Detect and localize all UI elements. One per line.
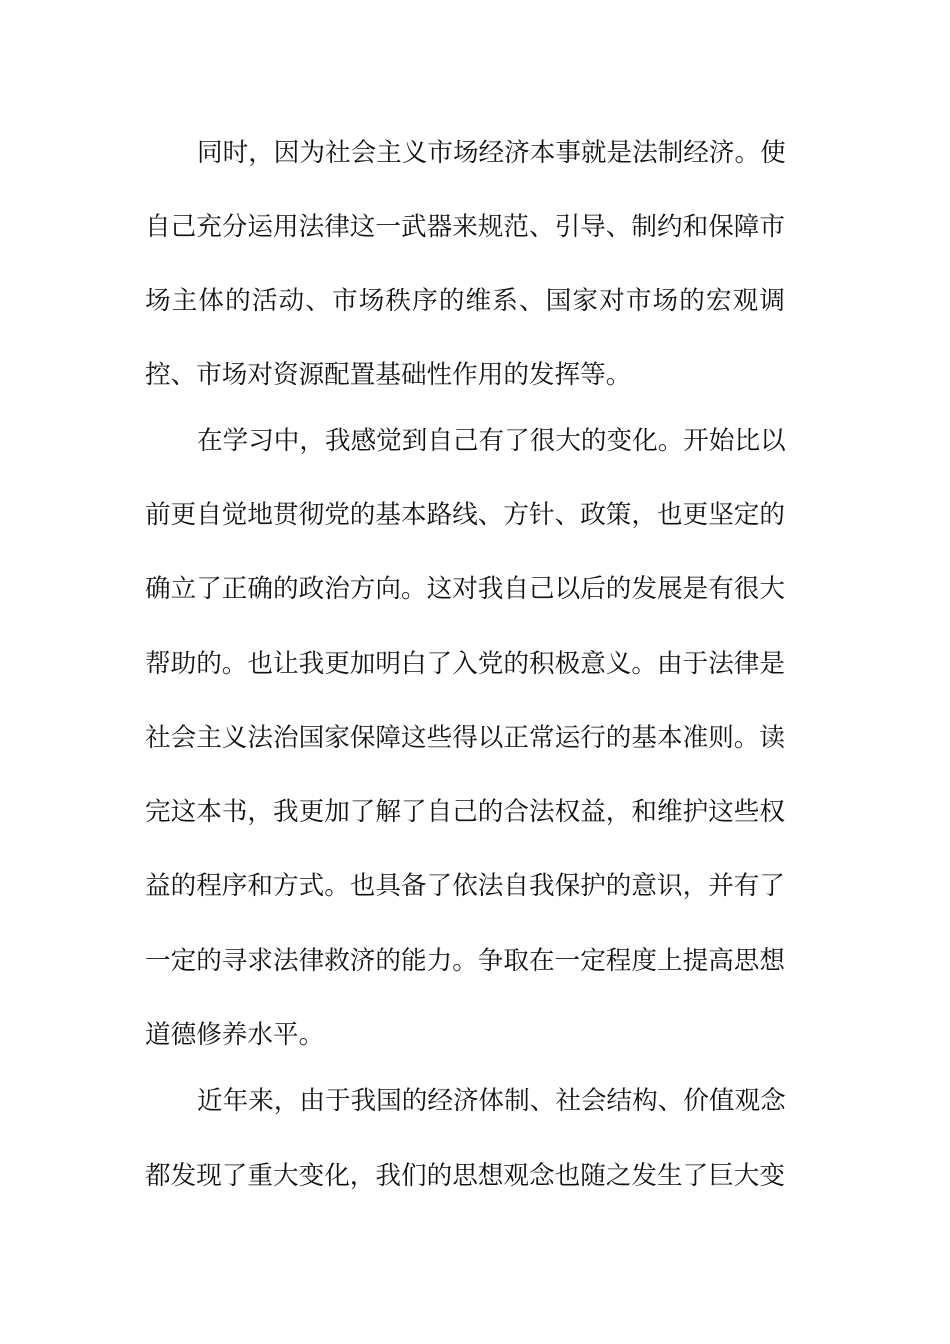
paragraph-2-line-9: 道德修养水平。 <box>145 1020 325 1050</box>
paragraph-2-line-8: 一定的寻求法律救济的能力。争取在一定程度上提高思想 <box>145 946 785 976</box>
paragraph-1-line-4: 控、市场对资源配置基础性作用的发挥等。 <box>145 360 632 390</box>
paragraph-2-line-2: 前更自觉地贯彻党的基本路线、方针、政策，也更坚定的 <box>145 500 785 530</box>
paragraph-1-line-3: 场主体的活动、市场秩序的维系、国家对市场的宏观调 <box>145 286 785 316</box>
paragraph-2-line-1: 在学习中，我感觉到自己有了很大的变化。开始比以 <box>197 426 786 456</box>
paragraph-2-line-5: 社会主义法治国家保障这些得以正常运行的基本准则。读 <box>145 723 785 753</box>
paragraph-3-line-2: 都发现了重大变化，我们的思想观念也随之发生了巨大变 <box>145 1161 785 1191</box>
paragraph-2-line-4: 帮助的。也让我更加明白了入党的积极意义。由于法律是 <box>145 649 785 679</box>
paragraph-2-line-3: 确立了正确的政治方向。这对我自己以后的发展是有很大 <box>145 574 785 604</box>
paragraph-1-line-1: 同时，因为社会主义市场经济本事就是法制经济。使 <box>197 138 786 168</box>
paragraph-2-line-7: 益的程序和方式。也具备了依法自我保护的意识，并有了 <box>145 871 785 901</box>
paragraph-2-line-6: 完这本书，我更加了解了自己的合法权益，和维护这些权 <box>145 797 785 827</box>
paragraph-3-line-1: 近年来，由于我国的经济体制、社会结构、价值观念 <box>197 1086 786 1116</box>
paragraph-1-line-2: 自己充分运用法律这一武器来规范、引导、制约和保障市 <box>145 212 785 242</box>
